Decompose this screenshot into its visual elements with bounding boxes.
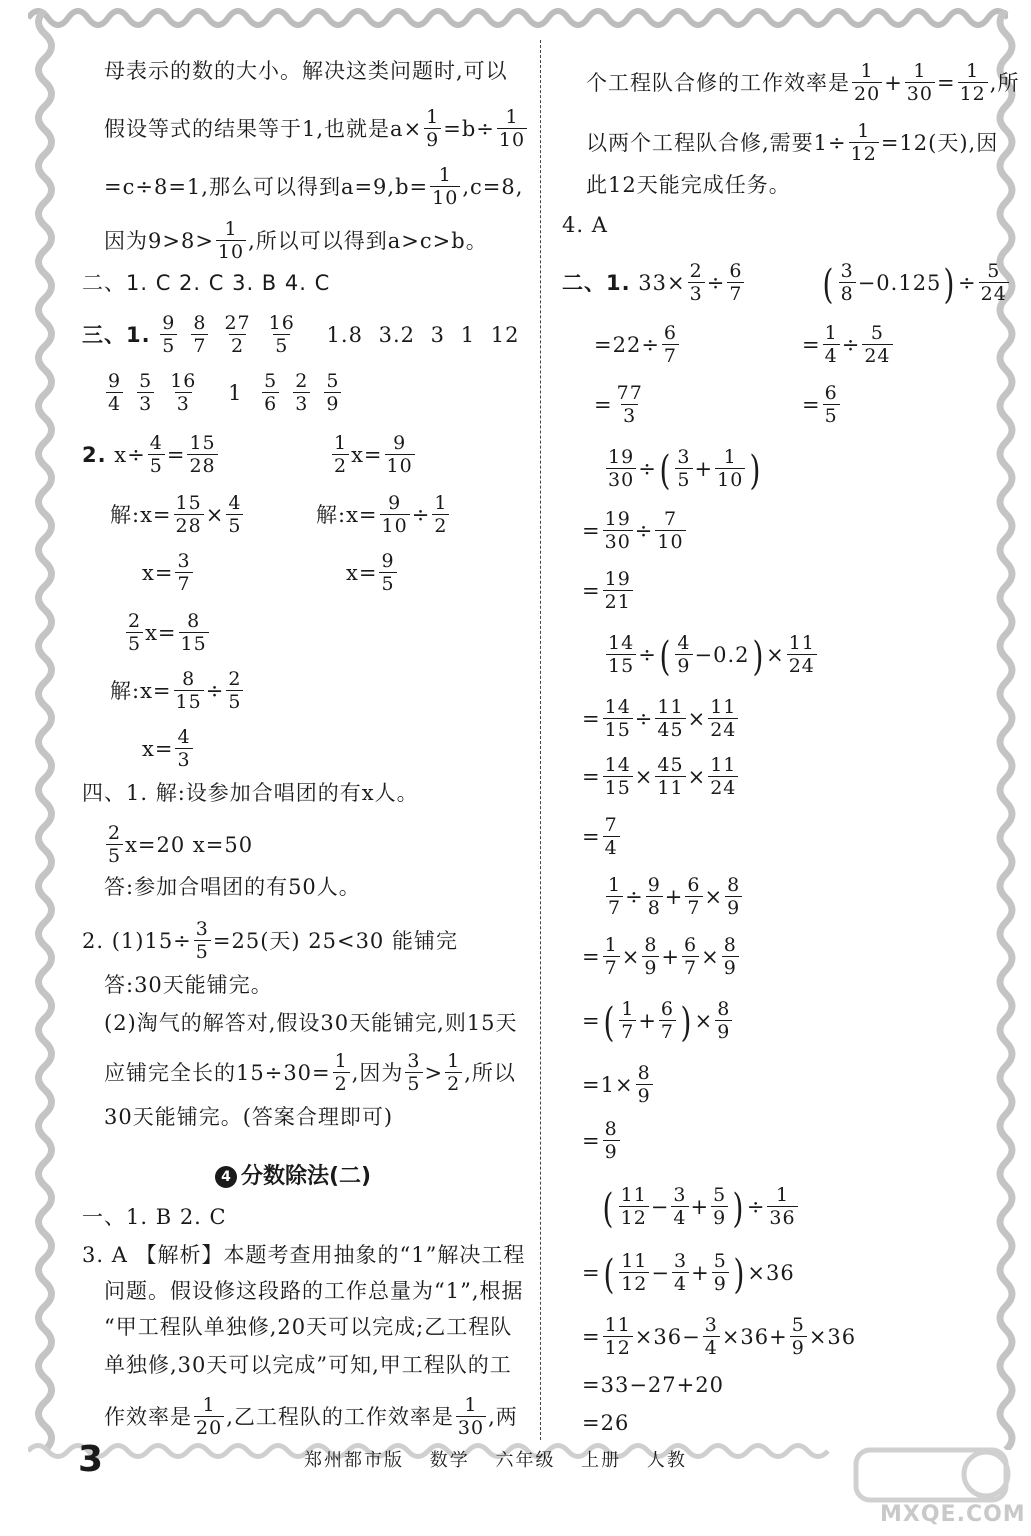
answer-line: 二、1. C 2. C 3. B 4. C bbox=[82, 271, 331, 295]
fraction: $\frac{1}{2}$ bbox=[434, 492, 448, 537]
page-number: 3 bbox=[78, 1439, 104, 1480]
calculation: =22÷ $\frac{6}{7}$ bbox=[594, 322, 678, 367]
fraction: $\frac{19}{21}$ bbox=[604, 568, 631, 613]
fraction: $\frac{2}{3}$ bbox=[295, 370, 309, 415]
fraction: $\frac{1}{20}$ bbox=[196, 1394, 223, 1439]
fraction: $\frac{9}{10}$ bbox=[381, 492, 408, 537]
calculation: 二、1. 33× $\frac{2}{3}$ ÷ $\frac{6}{7}$ bbox=[562, 260, 743, 305]
section-number-badge: 4 bbox=[215, 1166, 237, 1188]
equation: 解:x= $\frac{9}{10}$ ÷ $\frac{1}{2}$ bbox=[316, 492, 448, 537]
text-line: 单独修,30天可以完成”可知,甲工程队的工 bbox=[104, 1353, 512, 1377]
text-line: 假设等式的结果等于1,也就是a× $\frac{1}{9}$ =b÷ $\frac{1}{10}$ bbox=[104, 106, 526, 151]
fraction: $\frac{27}{2}$ bbox=[224, 312, 251, 357]
calculation: = $\frac{19}{30}$ ÷ $\frac{7}{10}$ bbox=[582, 508, 684, 553]
calculation: = $\frac{14}{15}$ ÷ $\frac{11}{45}$ × $\frac{11}{24}$ bbox=[582, 696, 737, 741]
equation: $\frac{2}{5}$ x=20 x=50 bbox=[108, 822, 254, 867]
fraction: $\frac{6}{7}$ bbox=[687, 874, 701, 919]
text-line: 应铺完全长的15÷30= $\frac{1}{2}$ ,因为 $\frac{3}{5}$ > $\frac{1}{2}$ ,所以 bbox=[104, 1050, 516, 1095]
footer-edition: 郑州都市版 数学 六年级 上册 人教 bbox=[304, 1450, 687, 1471]
answer-line: 一、1. B 2. C bbox=[82, 1205, 227, 1229]
calculation: =26 bbox=[582, 1411, 630, 1435]
section-title: 4 分数除法(二) bbox=[215, 1162, 371, 1192]
decorative-left-border bbox=[28, 10, 62, 1450]
fraction: $\frac{14}{15}$ bbox=[608, 632, 635, 677]
fraction: $\frac{1}{7}$ bbox=[604, 934, 618, 979]
equation: 解:x= $\frac{15}{28}$ × $\frac{4}{5}$ bbox=[110, 492, 242, 537]
fraction: $\frac{14}{15}$ bbox=[604, 696, 631, 741]
decorative-right-border bbox=[991, 10, 1021, 1450]
fraction: $\frac{6}{7}$ bbox=[729, 260, 743, 305]
fraction: $\frac{3}{5}$ bbox=[677, 446, 691, 491]
fraction: $\frac{4}{5}$ bbox=[149, 432, 163, 477]
fraction: $\frac{5}{24}$ bbox=[980, 260, 1007, 305]
fraction: $\frac{11}{12}$ bbox=[620, 1184, 647, 1229]
calculation: = $\frac{1}{7}$ × $\frac{8}{9}$ + $\frac{6}{7}$ × $\frac{8}{9}$ bbox=[582, 934, 737, 979]
calculation: = $\frac{11}{12}$ ×36− $\frac{3}{4}$ ×36+ $\frac{5}{9}$ ×36 bbox=[582, 1314, 857, 1359]
equation: x= $\frac{9}{5}$ bbox=[346, 550, 395, 595]
fraction: $\frac{6}{7}$ bbox=[663, 322, 678, 367]
fraction: $\frac{7}{10}$ bbox=[657, 508, 684, 553]
fraction: $\frac{4}{5}$ bbox=[228, 492, 242, 537]
answer-line: 4. A bbox=[562, 213, 608, 237]
fraction: $\frac{5}{9}$ bbox=[713, 1184, 727, 1229]
decorative-top-border bbox=[28, 0, 1008, 30]
column-divider bbox=[540, 40, 541, 1440]
watermark-text: MXQE.COM bbox=[880, 1502, 1026, 1527]
fraction: $\frac{1}{2}$ bbox=[334, 432, 348, 477]
fraction: $\frac{6}{5}$ bbox=[824, 382, 838, 427]
fraction: $\frac{4}{3}$ bbox=[177, 726, 191, 771]
fraction: $\frac{11}{12}$ bbox=[604, 1314, 631, 1359]
text-line: “甲工程队单独修,20天可以完成;乙工程队 bbox=[104, 1315, 513, 1339]
text-line: 答:参加合唱团的有50人。 bbox=[104, 875, 361, 899]
text-line: 3. A 【解析】本题考查用抽象的“1”解决工程 bbox=[82, 1243, 526, 1267]
calculation: $\frac{1}{7}$ ÷ $\frac{9}{8}$ + $\frac{6}{7}$ × $\frac{8}{9}$ bbox=[608, 874, 741, 919]
calculation: ( $\frac{3}{8}$ −0.125) ÷ $\frac{5}{24}$ bbox=[822, 260, 1007, 308]
fraction: $\frac{1}{30}$ bbox=[457, 1394, 485, 1439]
text-line: 以两个工程队合修,需要1÷ $\frac{1}{12}$ =12(天),因 bbox=[586, 120, 999, 165]
fraction: $\frac{3}{5}$ bbox=[407, 1050, 421, 1095]
text-line: 30天能铺完。(答案合理即可) bbox=[104, 1105, 394, 1129]
fraction: $\frac{8}{7}$ bbox=[193, 312, 207, 357]
fraction: $\frac{6}{7}$ bbox=[660, 998, 675, 1043]
answer-row: $\frac{9}{4}$ $\frac{5}{3}$ $\frac{16}{3}$ 1 $\frac{5}{6}$ $\frac{2}{3}$ $\frac{5}{9}$ bbox=[108, 370, 340, 415]
text-line: (2)淘气的解答对,假设30天能铺完,则15天 bbox=[104, 1011, 518, 1035]
fraction: $\frac{2}{3}$ bbox=[689, 260, 703, 305]
fraction: $\frac{1}{12}$ bbox=[959, 60, 986, 105]
calculation: =1× $\frac{8}{9}$ bbox=[582, 1062, 651, 1107]
equation: $\frac{1}{2}$ x= $\frac{9}{10}$ bbox=[334, 432, 413, 477]
fraction: $\frac{3}{4}$ bbox=[704, 1314, 718, 1359]
fraction: $\frac{19}{30}$ bbox=[608, 446, 635, 491]
fraction: $\frac{1}{36}$ bbox=[769, 1184, 796, 1229]
equation: 2. x÷ $\frac{4}{5}$ = $\frac{15}{28}$ bbox=[82, 432, 216, 477]
text-line: 2. (1)15÷ $\frac{3}{5}$ =25(天) 25<30 能铺完 bbox=[82, 918, 458, 963]
fraction: $\frac{9}{4}$ bbox=[108, 370, 122, 415]
fraction: $\frac{4}{9}$ bbox=[677, 632, 691, 677]
text-line: 母表示的数的大小。解决这类问题时,可以 bbox=[104, 59, 508, 83]
text-line: 个工程队合修的工作效率是 $\frac{1}{20}$ + $\frac{1}{30}$ = $\frac{1}{12}$ ,所 bbox=[586, 60, 1020, 105]
equation: x= $\frac{3}{7}$ bbox=[142, 550, 191, 595]
calculation: = $\frac{8}{9}$ bbox=[582, 1118, 618, 1163]
fraction: $\frac{3}{4}$ bbox=[673, 1184, 687, 1229]
fraction: $\frac{8}{9}$ bbox=[723, 934, 737, 979]
fraction: $\frac{5}{9}$ bbox=[713, 1250, 727, 1295]
fraction: $\frac{9}{10}$ bbox=[386, 432, 413, 477]
text-line: 因为9>8> $\frac{1}{10}$ ,所以可以得到a>c>b。 bbox=[104, 218, 488, 263]
fraction: $\frac{11}{24}$ bbox=[710, 696, 737, 741]
fraction: $\frac{3}{5}$ bbox=[195, 918, 209, 963]
calculation: = $\frac{19}{21}$ bbox=[582, 568, 631, 613]
fraction: $\frac{8}{9}$ bbox=[604, 1118, 618, 1163]
fraction: $\frac{5}{9}$ bbox=[326, 370, 340, 415]
fraction: $\frac{5}{24}$ bbox=[864, 322, 891, 367]
fraction: $\frac{77}{3}$ bbox=[616, 382, 643, 427]
fraction: $\frac{45}{11}$ bbox=[657, 754, 684, 799]
fraction: $\frac{3}{7}$ bbox=[177, 550, 191, 595]
fraction: $\frac{1}{10}$ bbox=[717, 446, 744, 491]
calculation: $\frac{14}{15}$ ÷( $\frac{4}{9}$ −0.2) × $\frac{11}{24}$ bbox=[608, 632, 815, 680]
fraction: $\frac{8}{9}$ bbox=[727, 874, 741, 919]
fraction: $\frac{9}{8}$ bbox=[647, 874, 661, 919]
fraction: $\frac{3}{4}$ bbox=[674, 1250, 688, 1295]
calculation: =33−27+20 bbox=[582, 1373, 724, 1397]
fraction: $\frac{14}{15}$ bbox=[604, 754, 631, 799]
fraction: $\frac{11}{45}$ bbox=[657, 696, 684, 741]
fraction: $\frac{1}{7}$ bbox=[621, 998, 635, 1043]
fraction: $\frac{6}{7}$ bbox=[684, 934, 698, 979]
calculation: = $\frac{1}{4}$ ÷ $\frac{5}{24}$ bbox=[802, 322, 891, 367]
fraction: $\frac{8}{15}$ bbox=[175, 668, 202, 713]
calculation: = $\frac{14}{15}$ × $\frac{45}{11}$ × $\frac{11}{24}$ bbox=[582, 754, 737, 799]
fraction: $\frac{8}{15}$ bbox=[180, 610, 207, 655]
fraction: $\frac{19}{30}$ bbox=[604, 508, 631, 553]
equation: $\frac{2}{5}$ x= $\frac{8}{15}$ bbox=[128, 610, 207, 655]
fraction: $\frac{9}{5}$ bbox=[162, 312, 176, 357]
fraction: $\frac{16}{3}$ bbox=[170, 370, 197, 415]
fraction: $\frac{11}{24}$ bbox=[788, 632, 815, 677]
fraction: $\frac{16}{5}$ bbox=[268, 312, 295, 357]
calculation: $\frac{19}{30}$ ÷( $\frac{3}{5}$ + $\frac{1}{10}$ ) bbox=[608, 446, 762, 494]
fraction: $\frac{2}{5}$ bbox=[108, 822, 122, 867]
fraction: $\frac{5}{9}$ bbox=[791, 1314, 805, 1359]
fraction: $\frac{15}{28}$ bbox=[189, 432, 216, 477]
fraction: $\frac{11}{12}$ bbox=[621, 1250, 648, 1295]
text-line: =c÷8=1,那么可以得到a=9,b= $\frac{1}{10}$ ,c=8, bbox=[104, 164, 524, 209]
calculation: = $\frac{7}{4}$ bbox=[582, 814, 618, 859]
calculation: = $\frac{6}{5}$ bbox=[802, 382, 838, 427]
text-line: 问题。假设修这段路的工作总量为“1”,根据 bbox=[104, 1279, 524, 1303]
equation: x= $\frac{4}{3}$ bbox=[142, 726, 191, 771]
calculation: =( $\frac{11}{12}$ − $\frac{3}{4}$ + $\frac{5}{9}$ ) ×36 bbox=[582, 1250, 795, 1298]
fraction: $\frac{1}{2}$ bbox=[334, 1050, 348, 1095]
fraction: $\frac{1}{20}$ bbox=[854, 60, 881, 105]
fraction: $\frac{1}{30}$ bbox=[906, 60, 933, 105]
answer-row: 三、1. $\frac{9}{5}$ $\frac{8}{7}$ $\frac{27}{2}$ $\frac{16}{5}$ 1.8 3.2 3 1 12 bbox=[82, 312, 520, 357]
fraction: $\frac{2}{5}$ bbox=[128, 610, 142, 655]
text-line: 四、1. 解:设参加合唱团的有x人。 bbox=[82, 781, 419, 805]
fraction: $\frac{2}{5}$ bbox=[228, 668, 242, 713]
equation: 解:x= $\frac{8}{15}$ ÷ $\frac{2}{5}$ bbox=[110, 668, 242, 713]
fraction: $\frac{9}{5}$ bbox=[381, 550, 395, 595]
fraction: $\frac{5}{3}$ bbox=[139, 370, 153, 415]
fraction: $\frac{1}{4}$ bbox=[824, 322, 838, 367]
fraction: $\frac{8}{9}$ bbox=[637, 1062, 651, 1107]
fraction: $\frac{1}{7}$ bbox=[608, 874, 622, 919]
fraction: $\frac{7}{4}$ bbox=[604, 814, 618, 859]
calculation: ( $\frac{11}{12}$ − $\frac{3}{4}$ + $\frac{5}{9}$ ) ÷ $\frac{1}{36}$ bbox=[602, 1184, 796, 1232]
calculation: =( $\frac{1}{7}$ + $\frac{6}{7}$ ) × $\frac{8}{9}$ bbox=[582, 998, 731, 1046]
fraction: $\frac{1}{12}$ bbox=[850, 120, 877, 165]
text-line: 答:30天能铺完。 bbox=[104, 973, 273, 997]
fraction: $\frac{15}{28}$ bbox=[175, 492, 202, 537]
fraction: $\frac{1}{2}$ bbox=[447, 1050, 461, 1095]
fraction: $\frac{3}{8}$ bbox=[840, 260, 854, 305]
fraction: $\frac{8}{9}$ bbox=[644, 934, 658, 979]
text-line: 此12天能完成任务。 bbox=[586, 173, 791, 197]
text-line: 作效率是 $\frac{1}{20}$ ,乙工程队的工作效率是 $\frac{1}{30}$ ,两 bbox=[104, 1394, 518, 1439]
fraction: $\frac{11}{24}$ bbox=[710, 754, 737, 799]
fraction: $\frac{8}{9}$ bbox=[717, 998, 731, 1043]
fraction: $\frac{5}{6}$ bbox=[264, 370, 278, 415]
calculation: = $\frac{77}{3}$ bbox=[594, 382, 643, 427]
